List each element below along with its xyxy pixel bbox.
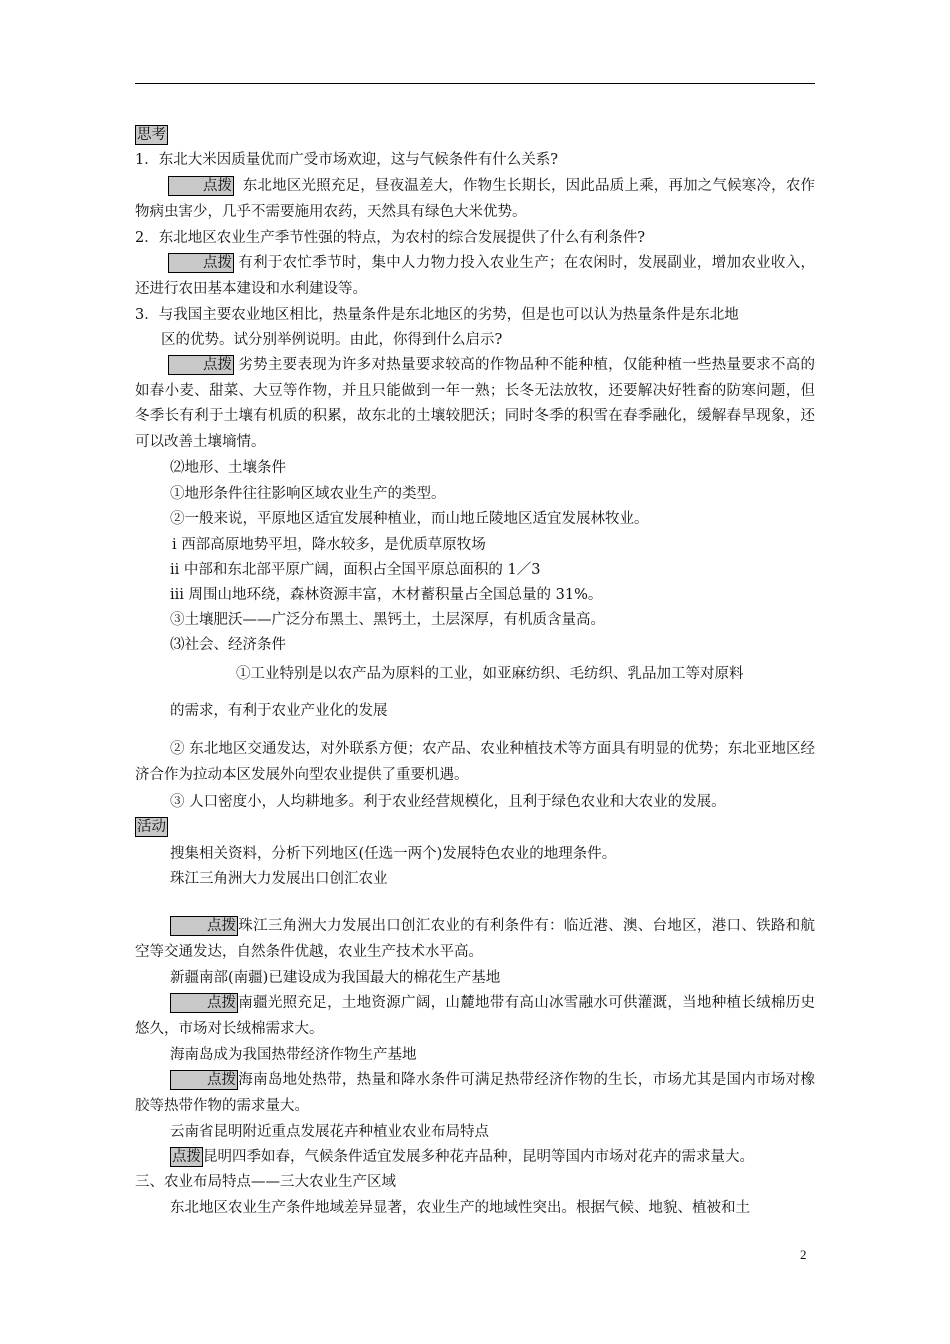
hint-tag: 点拨 [172,1149,201,1165]
question-3-line-1: 3．与我国主要农业地区相比，热量条件是东北地区的劣势，但是也可以认为热量条件是东北地 [135,307,739,323]
terrain-item-i: ⅰ 西部高原地势平坦，降水较多，是优质草原牧场 [172,537,486,553]
terrain-item-ii: ⅱ 中部和东北部平原广阔，面积占全国平原总面积的 1／3 [170,562,541,578]
activity-answer-2: 点拨 南疆光照充足，土地资源广阔，山麓地带有高山冰雪融水可供灌溉，当地种植长绒棉历史悠久，市场对长绒棉需求大。 [135,995,815,1037]
activity-answer-1: 点拨 珠江三角洲大力发展出口创汇农业的有利条件有：临近港、澳、台地区，港口、铁路和航空等交通发达，自然条件优越，农业生产技术水平高。 [135,918,815,960]
social-point-3: ③ 人口密度小，人均耕地多。利于农业经营规模化，且利于绿色农业和大农业的发展。 [170,794,726,810]
activity-answer-3: 点拨 海南岛地处热带，热量和降水条件可满足热带经济作物的生长，市场尤其是国内市场对橡胶等热带作物的需求量大。 [135,1072,815,1114]
section-3-paragraph: 东北地区农业生产条件地域差异显著，农业生产的地域性突出。根据气候、地貌、植被和土 [170,1200,750,1216]
social-point-1-line-1: ①工业特别是以农产品为原料的工业，如亚麻纺织、毛纺织、乳品加工等对原料 [236,666,744,682]
answer-3: 点拨 劣势主要表现为许多对热量要求较高的作物品种不能种植，仅能种植一些热量要求不高的如春小麦、甜菜、大豆等作物，并且只能做到一年一熟；长冬无法放牧，还要解决好牲畜的防寒问题，但冬季长有利于土壤有机质的积累，故东北的土壤较肥沃；同时冬季的积雪在春季融化，缓解春旱现象，还可以改善土壤墒情。 [135,357,815,450]
terrain-point-2: ②一般来说，平原地区适宜发展种植业，而山地丘陵地区适宜发展林牧业。 [170,511,649,527]
question-3-line-2: 区的优势。试分别举例说明。由此，你得到什么启示? [161,332,503,348]
answer-2: 点拨 有利于农忙季节时，集中人力物力投入农业生产；在农闲时，发展副业，增加农业收入，还进行农田基本建设和水利建设等。 [135,255,815,297]
activity-answer-4: 点拨 昆明四季如春，气候条件适宜发展多种花卉品种，昆明等国内市场对花卉的需求量大。 [172,1149,754,1165]
social-point-2: ② 东北地区交通发达，对外联系方便；农产品、农业种植技术等方面具有明显的优势；东北亚地区经济合作为拉动本区发展外向型农业提供了重要机遇。 [135,741,815,783]
section-3-heading: 三、农业布局特点——三大农业生产区域 [135,1174,396,1190]
terrain-heading: ⑵地形、土壤条件 [170,460,286,476]
activity-intro: 搜集相关资料，分析下列地区(任选一两个)发展特色农业的地理条件。 [170,846,617,862]
thinking-label: 思考 [137,127,166,143]
question-1: 1．东北大米因质量优而广受市场欢迎，这与气候条件有什么关系? [135,152,558,168]
question-2: 2．东北地区农业生产季节性强的特点，为农村的综合发展提供了什么有利条件? [135,230,645,246]
terrain-item-iii: ⅲ 周围山地环绕，森林资源丰富，木材蓄积量占全国总量的 31%。 [170,587,603,603]
hint-tag: 点拨 [170,916,238,936]
hint-tag: 点拨 [168,355,234,375]
terrain-point-1: ①地形条件往往影响区域农业生产的类型。 [170,486,446,502]
answer-1: 点拨 东北地区光照充足，昼夜温差大，作物生长期长，因此品质上乘，再加之气候寒冷，农作物病虫害少，几乎不需要施用农药，天然具有绿色大米优势。 [135,178,816,220]
hint-tag: 点拨 [170,993,238,1013]
activity-topic-1: 珠江三角洲大力发展出口创汇农业 [170,871,388,887]
social-heading: ⑶社会、经济条件 [170,637,286,653]
page-number: 2 [800,1247,807,1262]
activity-label: 活动 [137,819,166,835]
hint-tag: 点拨 [168,176,234,196]
terrain-point-3: ③土壤肥沃——广泛分布黑土、黑钙土，土层深厚，有机质含量高。 [170,612,605,628]
activity-topic-4: 云南省昆明附近重点发展花卉种植业农业布局特点 [170,1124,489,1140]
social-point-1-line-2: 的需求，有利于农业产业化的发展 [170,703,388,719]
hint-tag: 点拨 [168,253,234,273]
activity-topic-3: 海南岛成为我国热带经济作物生产基地 [170,1047,417,1063]
hint-tag: 点拨 [170,1070,238,1090]
activity-topic-2: 新疆南部(南疆)已建设成为我国最大的棉花生产基地 [170,970,501,986]
header-rule [135,83,815,84]
